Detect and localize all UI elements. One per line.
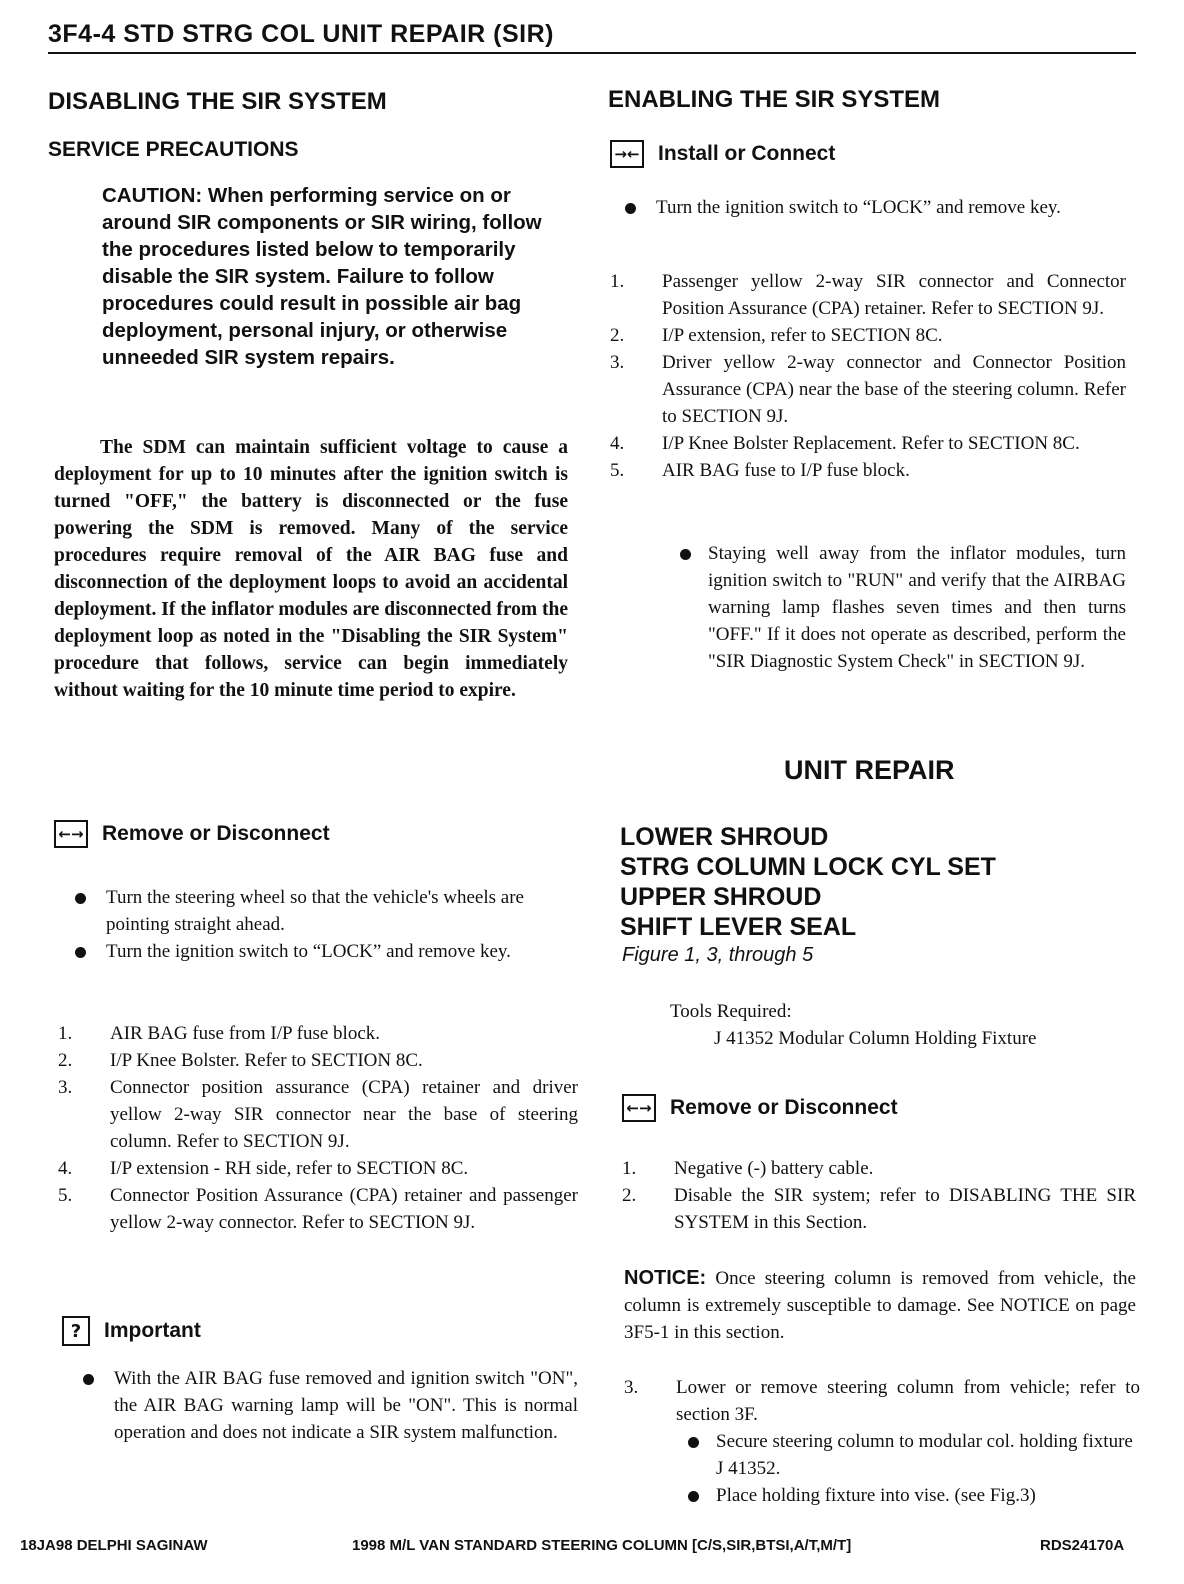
footer-right: RDS24170A: [1040, 1537, 1125, 1554]
install-connect-label: Install or Connect: [658, 142, 836, 165]
install-connect-icon: →←: [610, 140, 644, 168]
install-sub-bullet-list: [662, 540, 1126, 675]
remove-disconnect-icon: ←→: [54, 820, 88, 848]
list-item: 2. I/P extension, refer to SECTION 8C.: [610, 325, 943, 346]
title-rule: [48, 52, 1136, 54]
procedure-titles: [620, 822, 996, 942]
install-connect-row: [610, 140, 835, 168]
list-item: 5. AIR BAG fuse to I/P fuse block.: [610, 460, 910, 481]
figure-reference: Figure 1, 3, through 5: [622, 944, 814, 966]
procedure-title: STRG COLUMN LOCK CYL SET: [620, 853, 996, 881]
unit-remove-steps-list: [622, 1155, 1136, 1236]
list-item: Secure steering column to modular col. holding fixture J 41352.: [670, 1428, 1140, 1482]
important-label: Important: [104, 1319, 201, 1342]
bullet-icon: [662, 540, 708, 675]
tools-required-label: Tools Required:: [670, 1001, 792, 1022]
list-item: 5. Connector Position Assurance (CPA) retainer and passenger yellow 2-way connector. Refer to SECTION 9J.: [58, 1185, 578, 1233]
sdm-paragraph: The SDM can maintain sufficient voltage to cause a deployment for up to 10 minutes after the ignition switch is turned "OFF," the battery is disconnected or the fuse powering the SDM is removed. Many of the service procedures require removal of the AIR BAG fuse and disconnection of the deployment loops to avoid an accidental deployment. If the inflator modules are disconnected from the deployment loop as noted in the "Disabling the SIR System" procedure that follows, service can begin immediately without waiting for the 10 minute time period to expire.: [54, 437, 569, 701]
list-item: Place holding fixture into vise. (see Fig.3): [670, 1482, 1140, 1509]
bullet-icon: [604, 194, 656, 221]
install-steps-list: [610, 268, 1126, 484]
install-bullet-list: [604, 194, 1124, 221]
list-item: 3. Connector position assurance (CPA) retainer and driver yellow 2-way SIR connector near the base of steering column. Refer to SECTION 9J.: [58, 1077, 578, 1152]
remove-disconnect-label: Remove or Disconnect: [670, 1096, 898, 1119]
notice-text: Once steering column is removed from vehicle, the column is extremely susceptible to damage. See NOTICE on page 3F5-1 in this section.: [624, 1268, 1136, 1343]
list-item: 1. AIR BAG fuse from I/P fuse block.: [58, 1023, 381, 1044]
remove-steps-list: [58, 1020, 578, 1236]
list-item: 4. I/P extension - RH side, refer to SECTION 8C.: [58, 1158, 469, 1179]
disabling-heading: DISABLING THE SIR SYSTEM: [48, 88, 387, 115]
important-bullet-list: [62, 1365, 578, 1446]
remove-disconnect-row: [54, 820, 330, 848]
step-3-bullets: [670, 1428, 1140, 1509]
bullet-icon: [54, 938, 106, 965]
tool-item: J 41352 Modular Column Holding Fixture: [714, 1028, 1037, 1049]
procedure-title: UPPER SHROUD: [620, 883, 822, 911]
caution-text: CAUTION: When performing service on or around SIR components or SIR wiring, follow the procedures listed below to temporarily disable the SIR system. Failure to follow procedures could result in possible air bag deployment, personal injury, or otherwise unneeded SIR system repairs.: [102, 184, 542, 369]
footer-center: 1998 M/L VAN STANDARD STEERING COLUMN [C/S,SIR,BTSI,A/T,M/T]: [352, 1537, 852, 1554]
procedure-title: LOWER SHROUD: [620, 823, 829, 851]
list-item: 3. Lower or remove steering column from vehicle; refer to section 3F.: [624, 1377, 1140, 1425]
important-icon: ?: [62, 1316, 90, 1346]
remove-disconnect-icon: ←→: [622, 1094, 656, 1122]
bullet-icon: [54, 884, 106, 938]
list-item: 1. Negative (-) battery cable.: [622, 1158, 874, 1179]
procedure-title: SHIFT LEVER SEAL: [620, 913, 857, 941]
important-row: [62, 1316, 201, 1346]
enabling-heading: ENABLING THE SIR SYSTEM: [608, 86, 941, 113]
list-item: Staying well away from the inflator modules, turn ignition switch to "RUN" and verify that the AIRBAG warning lamp flashes seven times and then turns "OFF." If it does not operate as described, perform the "SIR Diagnostic System Check" in SECTION 9J.: [662, 540, 1126, 675]
list-item: 4. I/P Knee Bolster Replacement. Refer to SECTION 8C.: [610, 433, 1080, 454]
bullet-icon: [62, 1365, 114, 1446]
step-3-block: [624, 1374, 1140, 1509]
page-title: 3F4-4 STD STRG COL UNIT REPAIR (SIR): [48, 20, 555, 48]
remove-disconnect-row-2: [622, 1094, 898, 1122]
remove-bullet-list: [54, 884, 578, 965]
list-item: 2. Disable the SIR system; refer to DISABLING THE SIR SYSTEM in this Section.: [622, 1185, 1136, 1233]
list-item: Turn the ignition switch to “LOCK” and remove key.: [604, 194, 1124, 221]
list-item: With the AIR BAG fuse removed and ignition switch "ON", the AIR BAG warning lamp will be "ON". This is normal operation and does not indicate a SIR system malfunction.: [62, 1365, 578, 1446]
notice-paragraph: [624, 1265, 1136, 1346]
list-item: Turn the ignition switch to “LOCK” and remove key.: [54, 938, 578, 965]
bullet-icon: [670, 1428, 716, 1482]
service-precautions-heading: SERVICE PRECAUTIONS: [48, 138, 299, 161]
footer-left: 18JA98 DELPHI SAGINAW: [20, 1537, 208, 1554]
notice-label: NOTICE:: [624, 1267, 707, 1289]
unit-repair-heading: UNIT REPAIR: [784, 755, 955, 785]
list-item: 2. I/P Knee Bolster. Refer to SECTION 8C.: [58, 1050, 423, 1071]
list-item: 3. Driver yellow 2-way connector and Connector Position Assurance (CPA) near the base of the steering column. Refer to SECTION 9J.: [610, 352, 1126, 427]
list-item: Turn the steering wheel so that the vehicle's wheels are pointing straight ahead.: [54, 884, 578, 938]
bullet-icon: [670, 1482, 716, 1509]
remove-disconnect-label: Remove or Disconnect: [102, 822, 330, 845]
list-item: 1. Passenger yellow 2-way SIR connector and Connector Position Assurance (CPA) retainer. Refer to SECTION 9J.: [610, 271, 1126, 319]
